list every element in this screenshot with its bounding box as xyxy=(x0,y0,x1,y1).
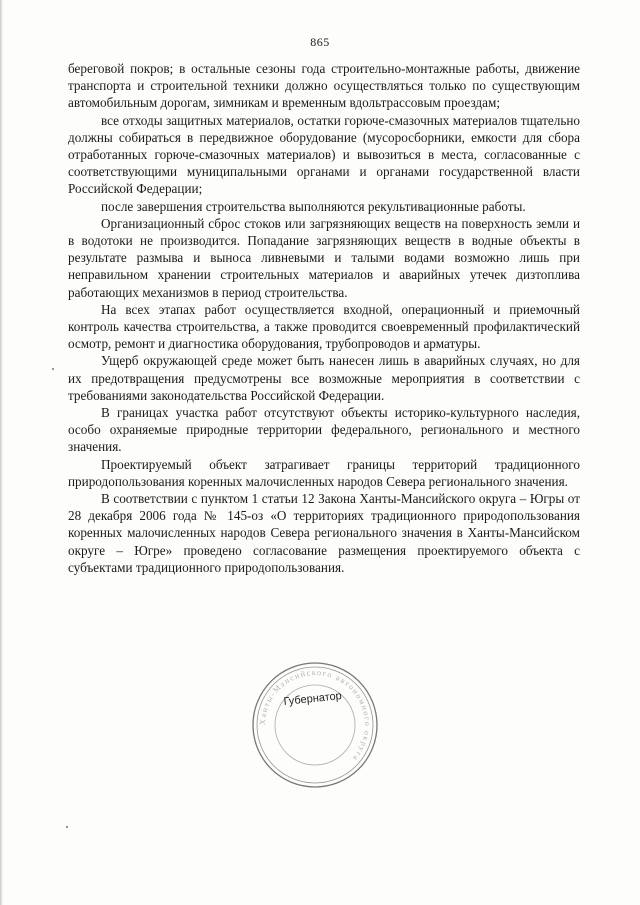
paragraph: Организационный сброс стоков или загрязняющих веществ на поверхность земли и в водотоки не производится. Попадание загрязняющих веществ в водные объекты в результате размыва и выноса ливневыми и талыми водами возможно лишь при неправильном хранении строительных материалов и аварийных утечек дизтоплива работающих механизмов в период строительства. xyxy=(68,215,580,300)
paragraph: В границах участка работ отсутствуют объекты историко-культурного наследия, особо охраняемые природные территории федерального, регионального и местного значения. xyxy=(68,405,580,455)
seal-center-text: Губернатор xyxy=(283,689,343,709)
seal-icon xyxy=(250,660,380,790)
paragraph: все отходы защитных материалов, остатки горюче-смазочных материалов тщательно должны собираться в передвижное оборудование (мусоросборники, емкости для сбора отработанных горюче-смазочных материалов) и вывозиться в места, согласованные с соответствующими муниципальными органами и органами государственной власти Российской Федерации; xyxy=(68,112,580,197)
paragraph: после завершения строительства выполняются рекультивационные работы. xyxy=(101,198,526,214)
svg-text:Ханты-Мансийского автономного xyxy=(258,668,372,764)
paragraph: береговой покров; в остальные сезоны года строительно-монтажные работы, движение транспорта и строительной техники должно осуществляться только по существующим автомобильным дорогам, зимникам и временным вдольтрассовым проездам; xyxy=(68,61,580,111)
page-number: 865 xyxy=(310,35,330,49)
paragraph: Ущерб окружающей среде может быть нанесен лишь в аварийных случаях, но для их предотвращения предусмотрены все возможные мероприятия в соответствии с требованиями законодательства Российской Федерации. xyxy=(68,353,580,403)
document-body xyxy=(68,60,580,576)
seal-ring-text: Ханты-Мансийского автономного округа xyxy=(257,667,373,764)
scan-edge-shadow xyxy=(0,0,3,905)
scan-speck xyxy=(66,826,68,828)
scan-speck xyxy=(52,368,54,370)
paragraph: В соответствии с пунктом 1 статьи 12 Закона Ханты-Мансийского округа – Югры от 28 декабря 2006 года № 145-оз «О территориях традиционного природопользования коренных малочисленных народов Севера регионального значения в Ханты-Мансийском округе – Югре» проведено согласование размещения проектируемого объекта с субъектами традиционного природопользования. xyxy=(68,491,580,575)
paragraph: Проектируемый объект затрагивает границы территорий традиционного природопользования коренных малочисленных народов Севера регионального значения. xyxy=(68,456,580,489)
official-seal-stamp xyxy=(250,660,380,790)
paragraph: На всех этапах работ осуществляется входной, операционный и приемочный контроль качества строительства, а также проводится своевременный профилактический осмотр, ремонт и диагностика оборудования, трубопроводов и арматуры. xyxy=(68,301,580,352)
